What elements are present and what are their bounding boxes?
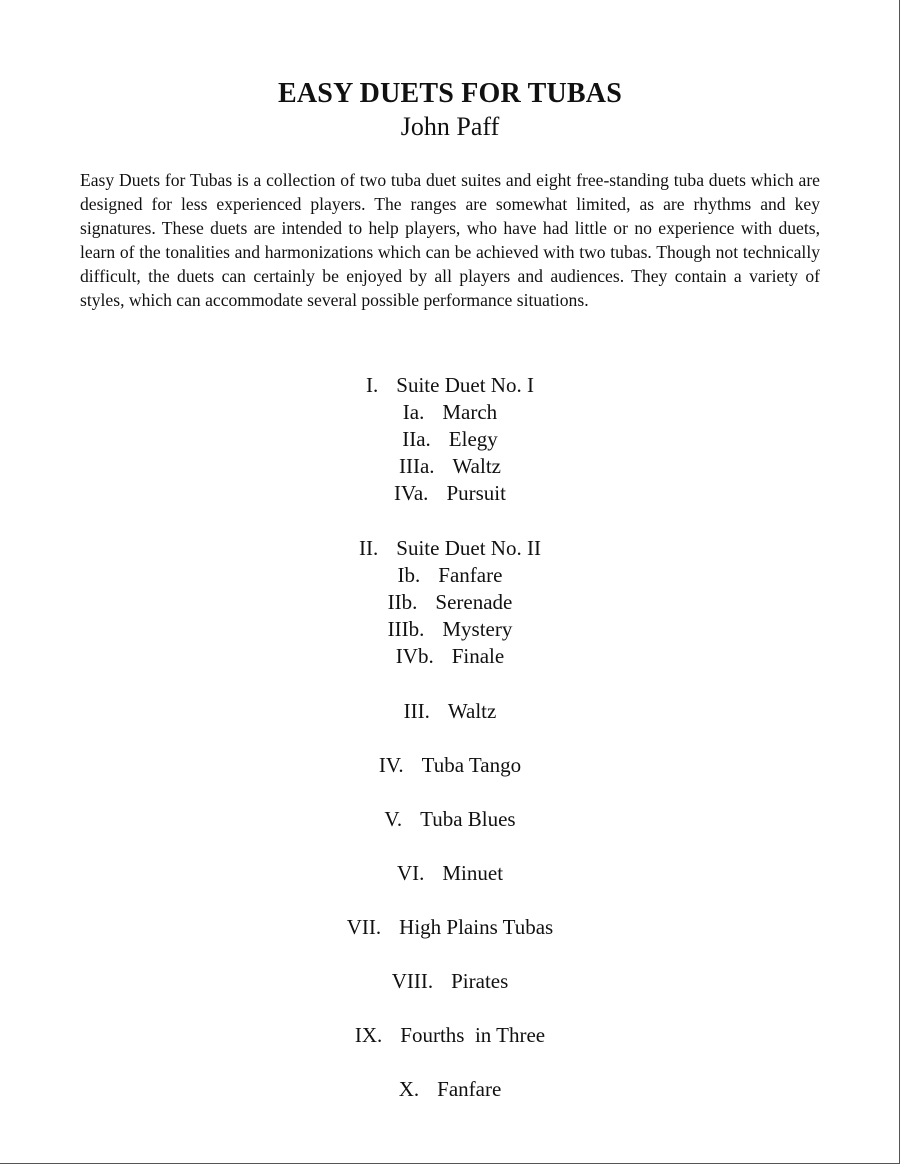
entry-number: IIa. [402,427,431,451]
entry-title: Elegy [448,427,498,451]
entry-title: High Plains Tubas [399,915,554,939]
entry-title: Mystery [442,617,513,641]
contents-entry [0,1076,900,1103]
entry-number: Ia. [402,400,425,424]
contents-entry [0,399,900,426]
entry-number: IIIa. [398,454,435,478]
contents-entry [0,643,900,670]
entry-title: Fanfare [437,1077,502,1101]
contents-entry [0,752,900,779]
contents-entry [0,914,900,941]
contents-entry [0,698,900,725]
entry-number: IIb. [387,590,418,614]
contents-entry [0,1022,900,1049]
contents-entry [0,426,900,453]
entry-title: Waltz [447,699,497,723]
entry-number: IVb. [395,644,434,668]
entry-title: Suite Duet No. I [396,373,534,397]
entry-number: IVa. [394,481,429,505]
entry-title: Pirates [451,969,509,993]
intro-paragraph: Easy Duets for Tubas is a collection of two tuba duet suites and eight free-standing tuba duets which are designed for less experienced players. The ranges are somewhat limited, as are rhythms and key signatures. These duets are intended to help players, who have had little or no experience with duets, learn of the tonalities and harmonizations which can be achieved with two tubas. Though not technically difficult, the duets can certainly be enjoyed by all players and audiences. They contain a variety of styles, which can accommodate several possible performance situations. [80,170,820,310]
contents-entry [0,968,900,995]
entry-number: IIIb. [387,617,425,641]
entry-title: Suite Duet No. II [396,536,541,560]
entry-title: Tuba Tango [421,753,522,777]
contents-entry [0,453,900,480]
entry-number: VIII. [391,969,434,993]
entry-title: Pursuit [446,481,506,505]
entry-number: VII. [346,915,382,939]
contents-entry [0,806,900,833]
entry-title: Serenade [435,590,513,614]
contents-entry [0,480,900,507]
entry-number: IX. [354,1023,383,1047]
entry-title: Tuba Blues [420,807,516,831]
entry-title: Fourths in Three [400,1023,546,1047]
contents-entry [0,372,900,399]
entry-number: V. [384,807,403,831]
contents-entry [0,535,900,562]
contents-entry [0,589,900,616]
contents-entry [0,616,900,643]
document-title: EASY DUETS FOR TUBAS [278,78,622,109]
entry-title: Finale [451,644,505,668]
entry-number: II. [359,536,379,560]
entry-number: VI. [396,861,425,885]
contents-entry [0,860,900,887]
entry-number: Ib. [397,563,421,587]
entry-number: X. [398,1077,420,1101]
entry-number: III. [403,699,430,723]
contents-entry [0,562,900,589]
document-author: John Paff [400,112,500,141]
entry-title: Waltz [452,454,501,478]
entry-number: I. [366,373,379,397]
entry-title: Minuet [442,861,504,885]
entry-title: Fanfare [438,563,503,587]
entry-title: March [442,400,498,424]
entry-number: IV. [378,753,404,777]
